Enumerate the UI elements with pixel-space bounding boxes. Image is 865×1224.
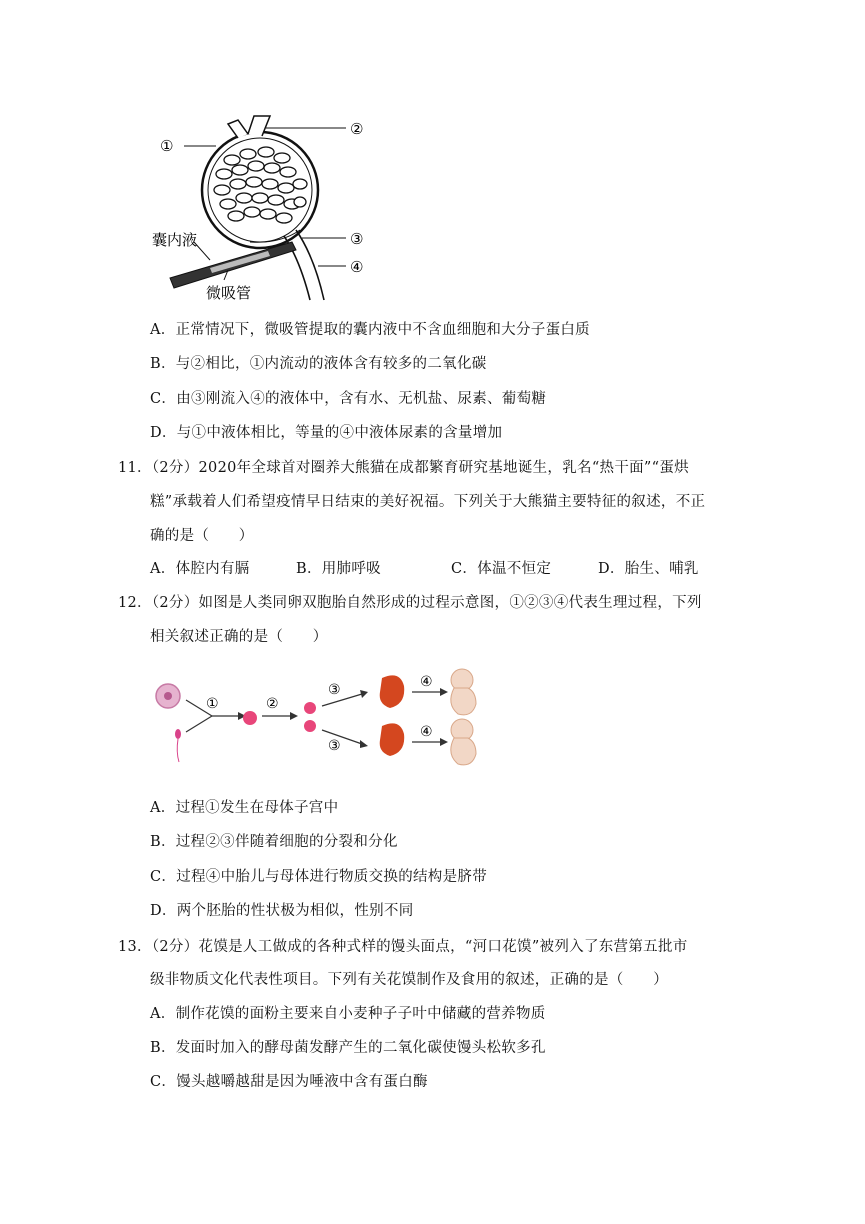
q11-option-d: D．胎生、哺乳 xyxy=(598,561,699,577)
label-1: ① xyxy=(160,137,174,155)
q12-option-d: D．两个胚胎的性状极为相似，性别不同 xyxy=(150,903,414,919)
q10-option-c: C．由③刚流入④的液体中，含有水、无机盐、尿素、葡萄糖 xyxy=(150,391,547,407)
q12-option-c: C．过程④中胎儿与母体进行物质交换的结构是脐带 xyxy=(150,869,487,885)
q12-stem-line1: 12．（2分）如图是人类同卵双胞胎自然形成的过程示意图，①②③④代表生理过程，下列 xyxy=(118,595,702,611)
twins-label-1: ① xyxy=(206,696,219,712)
q11-stem-line2: 糕”承载着人们希望疫情早日结束的美好祝福。下列关于大熊猫主要特征的叙述，不正 xyxy=(150,494,706,510)
q11-stem-line3: 确的是（ ） xyxy=(150,528,254,544)
q10-option-a: A．正常情况下，微吸管提取的囊内液中不含血细胞和大分子蛋白质 xyxy=(150,322,590,338)
twins-label-2: ② xyxy=(266,696,279,712)
twins-label-4b: ④ xyxy=(420,724,433,740)
q13-option-c: C．馒头越嚼越甜是因为唾液中含有蛋白酶 xyxy=(150,1074,428,1090)
q10-option-d: D．与①中液体相比，等量的④中液体尿素的含量增加 xyxy=(150,425,503,441)
q10-option-b: B．与②相比，①内流动的液体含有较多的二氧化碳 xyxy=(150,356,487,372)
q13-stem-line2: 级非物质文化代表性项目。下列有关花馍制作及食用的叙述，正确的是（ ） xyxy=(150,972,668,988)
q13-stem-line1: 13．（2分）花馍是人工做成的各种式样的馒头面点，“河口花馍”被列入了东营第五批市 xyxy=(118,939,688,955)
q13-option-b: B．发面时加入的酵母菌发酵产生的二氧化碳使馒头松软多孔 xyxy=(150,1040,546,1056)
q11-stem-line1: 11．（2分）2020年全球首对圈养大熊猫在成都繁育研究基地诞生，乳名“热干面”“蛋烘 xyxy=(118,460,689,476)
label-2: ② xyxy=(350,120,364,138)
twins-label-4a: ④ xyxy=(420,674,433,690)
twins-figure xyxy=(150,664,490,784)
q12-option-a: A．过程①发生在母体子宫中 xyxy=(150,800,339,816)
q12-option-b: B．过程②③伴随着细胞的分裂和分化 xyxy=(150,834,398,850)
label-nang-nei-ye: 囊内液 xyxy=(152,231,198,249)
twins-label-3b: ③ xyxy=(328,738,341,754)
label-3: ③ xyxy=(350,230,364,248)
label-4: ④ xyxy=(350,258,364,276)
label-wei-xi-guan: 微吸管 xyxy=(206,284,252,302)
q11-option-a: A．体腔内有膈 xyxy=(150,561,250,577)
q12-stem-line2: 相关叙述正确的是（ ） xyxy=(150,629,328,645)
q11-option-b: B．用肺呼吸 xyxy=(296,561,381,577)
q11-option-c: C．体温不恒定 xyxy=(451,561,552,577)
nephron-figure xyxy=(150,110,380,310)
twins-label-3a: ③ xyxy=(328,682,341,698)
q13-option-a: A．制作花馍的面粉主要来自小麦种子子叶中储藏的营养物质 xyxy=(150,1006,546,1022)
